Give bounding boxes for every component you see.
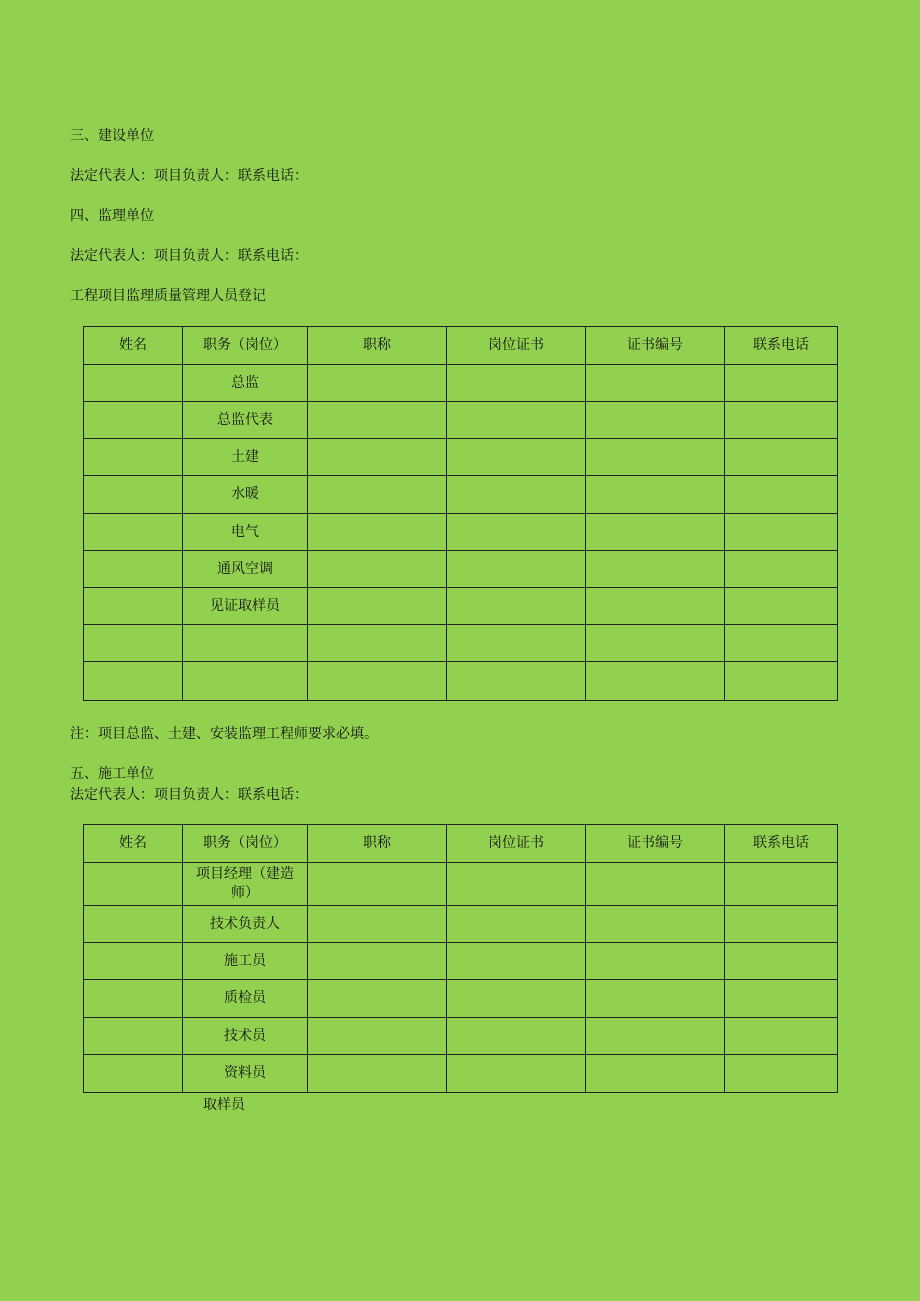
empty-cell [447,551,586,588]
empty-cell [447,439,586,476]
empty-cell [308,863,447,906]
section4-contacts: 法定代表人：项目负责人：联系电话： [70,248,308,264]
table-row [84,1018,838,1055]
empty-cell [84,514,183,551]
table-header-row [84,825,838,863]
empty-cell [84,588,183,625]
empty-cell [586,1055,725,1093]
table-row [84,476,838,514]
section5-heading: 五、施工单位 [70,766,154,782]
empty-cell [84,625,183,662]
empty-cell [586,906,725,943]
empty-cell [84,402,183,439]
empty-cell [84,980,183,1018]
empty-cell [308,402,447,439]
empty-cell [725,365,838,402]
role-cell: 电气 [183,514,308,551]
role-cell: 通风空调 [183,551,308,588]
note: 注：项目总监、土建、安装监理工程师要求必填。 [70,726,378,742]
empty-cell [308,1055,447,1093]
empty-cell [725,1055,838,1093]
role-cell: 施工员 [183,943,308,980]
trailing-role-text: 取样员 [203,1097,245,1113]
role-cell: 见证取样员 [183,588,308,625]
empty-cell [447,514,586,551]
empty-cell [725,625,838,662]
empty-cell [725,943,838,980]
empty-cell [447,402,586,439]
role-cell [183,662,308,701]
header-certificate-number: 证书编号 [586,825,725,863]
empty-cell [725,588,838,625]
role-cell: 技术负责人 [183,906,308,943]
empty-cell [84,662,183,701]
empty-cell [725,551,838,588]
empty-cell [725,514,838,551]
empty-cell [586,1018,725,1055]
empty-cell [84,365,183,402]
empty-cell [586,588,725,625]
empty-cell [586,980,725,1018]
empty-cell [447,588,586,625]
header-position: 职务（岗位） [183,327,308,365]
header-certificate: 岗位证书 [447,327,586,365]
supervision-table-caption: 工程项目监理质量管理人员登记 [70,288,266,304]
role-cell: 总监 [183,365,308,402]
empty-cell [725,439,838,476]
table-row [84,863,838,906]
section3-contacts: 法定代表人：项目负责人：联系电话： [70,168,308,184]
header-phone: 联系电话 [725,825,838,863]
header-name: 姓名 [84,327,183,365]
empty-cell [725,402,838,439]
empty-cell [586,476,725,514]
table-row [84,906,838,943]
empty-cell [308,365,447,402]
role-cell: 项目经理（建造师） [183,863,308,906]
empty-cell [447,906,586,943]
table-row [84,1055,838,1093]
table-row [84,943,838,980]
empty-cell [308,943,447,980]
empty-cell [586,662,725,701]
role-cell: 质检员 [183,980,308,1018]
header-position: 职务（岗位） [183,825,308,863]
table-row [84,980,838,1018]
empty-cell [84,906,183,943]
table-row [84,402,838,439]
section3-heading: 三、建设单位 [70,128,154,144]
empty-cell [447,1018,586,1055]
empty-cell [308,662,447,701]
empty-cell [725,476,838,514]
empty-cell [586,365,725,402]
empty-cell [586,439,725,476]
empty-cell [586,863,725,906]
empty-cell [308,625,447,662]
empty-cell [586,514,725,551]
empty-cell [308,980,447,1018]
empty-cell [586,402,725,439]
header-certificate: 岗位证书 [447,825,586,863]
empty-cell [308,476,447,514]
empty-cell [586,551,725,588]
empty-cell [308,906,447,943]
empty-cell [84,476,183,514]
empty-cell [84,1018,183,1055]
empty-cell [447,365,586,402]
table-row [84,662,838,701]
empty-cell [308,439,447,476]
table-row [84,588,838,625]
empty-cell [84,943,183,980]
empty-cell [447,980,586,1018]
role-cell [183,625,308,662]
empty-cell [84,863,183,906]
table-row [84,551,838,588]
empty-cell [84,551,183,588]
empty-cell [447,863,586,906]
role-cell: 土建 [183,439,308,476]
empty-cell [725,1018,838,1055]
empty-cell [725,863,838,906]
table-row [84,514,838,551]
role-cell: 总监代表 [183,402,308,439]
table-row [84,365,838,402]
empty-cell [84,1055,183,1093]
empty-cell [725,906,838,943]
role-cell: 水暖 [183,476,308,514]
empty-cell [84,439,183,476]
empty-cell [447,662,586,701]
section5-contacts: 法定代表人：项目负责人：联系电话： [70,787,308,803]
table-row [84,625,838,662]
table-header-row [84,327,838,365]
empty-cell [308,1018,447,1055]
supervision-personnel-table [83,326,838,701]
table-row [84,439,838,476]
role-cell: 技术员 [183,1018,308,1055]
empty-cell [447,1055,586,1093]
empty-cell [447,625,586,662]
header-name: 姓名 [84,825,183,863]
header-phone: 联系电话 [725,327,838,365]
header-title: 职称 [308,825,447,863]
section4-heading: 四、监理单位 [70,208,154,224]
header-certificate-number: 证书编号 [586,327,725,365]
empty-cell [725,662,838,701]
empty-cell [586,625,725,662]
empty-cell [447,943,586,980]
empty-cell [586,943,725,980]
header-title: 职称 [308,327,447,365]
empty-cell [308,551,447,588]
empty-cell [447,476,586,514]
construction-personnel-table [83,824,838,1093]
empty-cell [725,980,838,1018]
role-cell: 资料员 [183,1055,308,1093]
empty-cell [308,514,447,551]
empty-cell [308,588,447,625]
